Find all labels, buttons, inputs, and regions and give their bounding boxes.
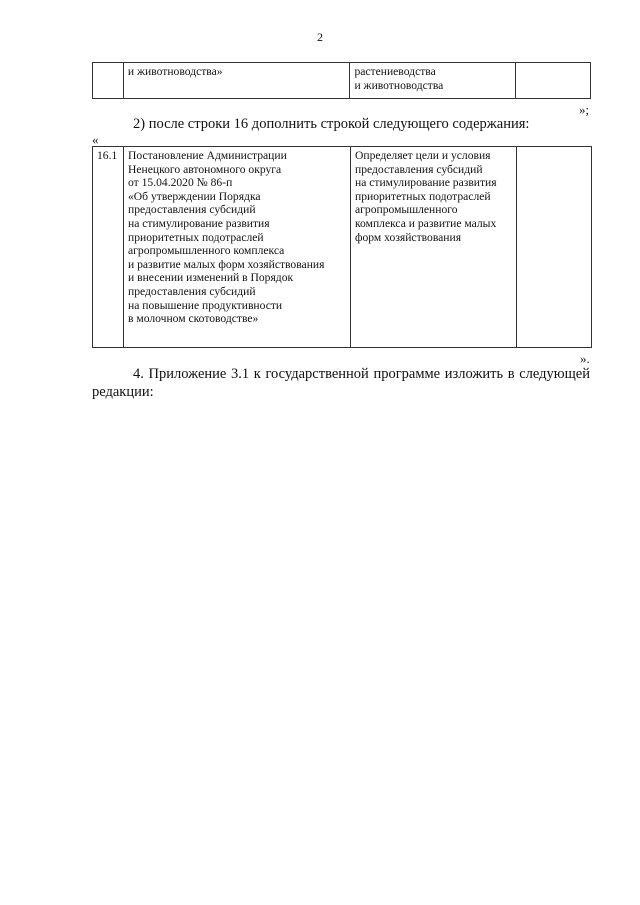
cell-line: на повышение продуктивности: [128, 298, 283, 312]
document-cell: [123, 63, 350, 99]
note-cell: [517, 147, 592, 348]
document-cell: [124, 147, 351, 348]
cell-line: на стимулирование развития: [355, 176, 497, 190]
cell-line: «Об утверждении Порядка: [128, 189, 261, 203]
purpose-cell: [350, 63, 516, 99]
continued-table: [92, 62, 591, 99]
purpose-cell: [351, 147, 517, 348]
cell-line: предоставления субсидий: [355, 162, 483, 176]
cell-line: форм хозяйствования: [355, 230, 462, 244]
cell-line: комплекса и развитие малых: [355, 216, 497, 230]
cell-line: предоставления субсидий: [128, 203, 256, 217]
cell-line: и развитие малых форм хозяйствования: [128, 257, 325, 271]
cell-line: агропромышленного: [355, 203, 458, 217]
note-cell: [516, 63, 591, 99]
cell-line: Ненецкого автономного округа: [128, 162, 282, 176]
page-number: 2: [317, 30, 323, 44]
cell-line: агропромышленного комплекса: [128, 244, 285, 258]
row-number-cell: 16.1: [93, 147, 124, 348]
new-row-table: [92, 146, 592, 348]
cell-line: приоритетных подотраслей: [128, 230, 264, 244]
closing-quote: ».: [580, 351, 590, 366]
table-row: [93, 63, 591, 99]
cell-line: растениеводства: [354, 65, 436, 78]
cell-line: от 15.04.2020 № 86-п: [128, 176, 233, 190]
paragraph-4-line-2: редакции:: [92, 384, 154, 400]
opening-quote: «: [92, 132, 99, 147]
paragraph-2: 2) после строки 16 дополнить строкой следующего содержания:: [133, 116, 530, 132]
row-number-cell: [93, 63, 124, 99]
cell-line: и животноводства»: [127, 65, 223, 78]
closing-quote: »;: [579, 102, 590, 117]
cell-line: Постановление Администрации: [128, 149, 287, 162]
cell-line: Определяет цели и условия: [355, 149, 491, 162]
cell-line: предоставления субсидий: [128, 284, 256, 298]
cell-line: в молочном скотоводстве»: [128, 312, 259, 326]
cell-line: приоритетных подотраслей: [355, 189, 491, 203]
table-row: [93, 147, 592, 348]
paragraph-4-line-1: 4. Приложение 3.1 к государственной программе изложить в следующей: [133, 366, 590, 382]
cell-line: и внесении изменений в Порядок: [128, 271, 294, 285]
cell-line: и животноводства: [354, 78, 444, 92]
cell-line: на стимулирование развития: [128, 216, 270, 230]
